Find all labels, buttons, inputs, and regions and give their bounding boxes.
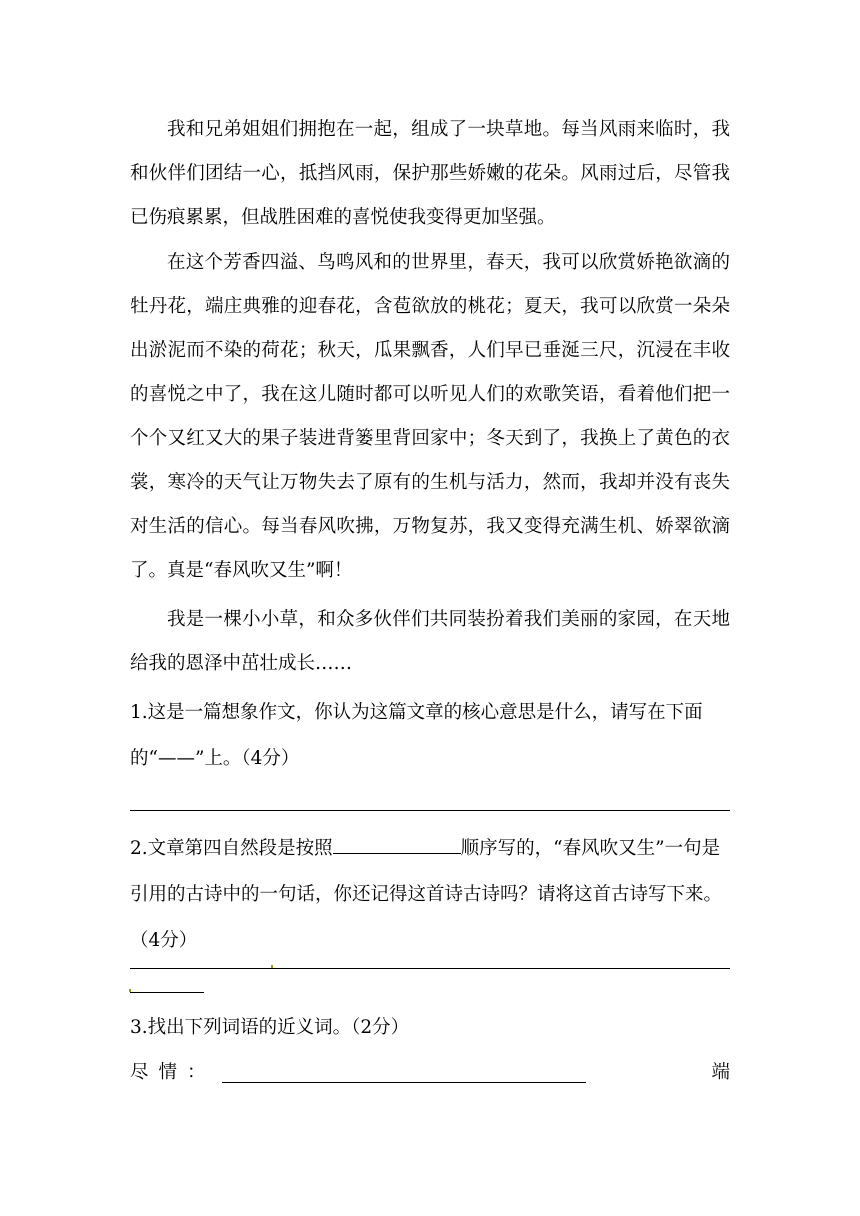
synonym-term-label: 尽情： [130,1062,216,1083]
answer-line-q2-b[interactable] [130,992,204,993]
stray-mark [271,965,273,968]
question-2 [130,826,730,964]
passage-paragraph-1: 我和兄弟姐姐们拥抱在一起，组成了一块草地。每当风雨来临时，我和伙伴们团结一心，抵挡风雨，保护那些娇嫩的花朵。风雨过后，尽管我已伤痕累累，但战胜困难的喜悦使我变得更加坚强。 [130,119,730,228]
passage-paragraph-3: 我是一棵小小草，和众多伙伴们共同装扮着我们美丽的家园，在天地给我的恩泽中茁壮成长…… [130,609,730,674]
answer-line-q1[interactable] [130,810,730,811]
passage-paragraph-2: 在这个芳香四溢、鸟鸣风和的世界里，春天，我可以欣赏娇艳欲滴的牡丹花，端庄典雅的迎春花，含苞欲放的桃花；夏天，我可以欣赏一朵朵出淤泥而不染的荷花；秋天，瓜果飘香，人们早已垂涎三尺，沉浸在丰收的喜悦之中了，我在这儿随时都可以听见人们的欢歌笑语，看着他们把一个个又红又大的果子装进背篓里背回家中；冬天到了，我换上了黄色的衣裳，寒冷的天气让万物失去了原有的生机与活力，然而，我却并没有丧失对生活的信心。每当春风吹拂，万物复苏，我又变得充满生机、娇翠欲滴了。真是“春风吹又生”啊！ [130,252,730,581]
question-1: 1.这是一篇想象作文，你认为这篇文章的核心意思是什么，请写在下面的“——”上。（4分） [130,702,703,769]
synonym-answer-line[interactable] [222,1082,586,1083]
stray-mark [129,989,131,992]
answer-line-q2-a[interactable] [130,968,730,969]
q2-fill-blank[interactable] [333,833,461,854]
question-2-text-end: 顺序写的，“春风吹又生”一句是引用的古诗中的一句话，你还记得这首诗古诗吗？请将这首古诗写下来。（4分） [130,838,723,951]
question-3: 3.找出下列词语的近义词。（2分） [130,1017,410,1038]
next-term-start: 端 [711,1062,730,1083]
question-2-text-start: 2.文章第四自然段是按照 [130,838,333,859]
